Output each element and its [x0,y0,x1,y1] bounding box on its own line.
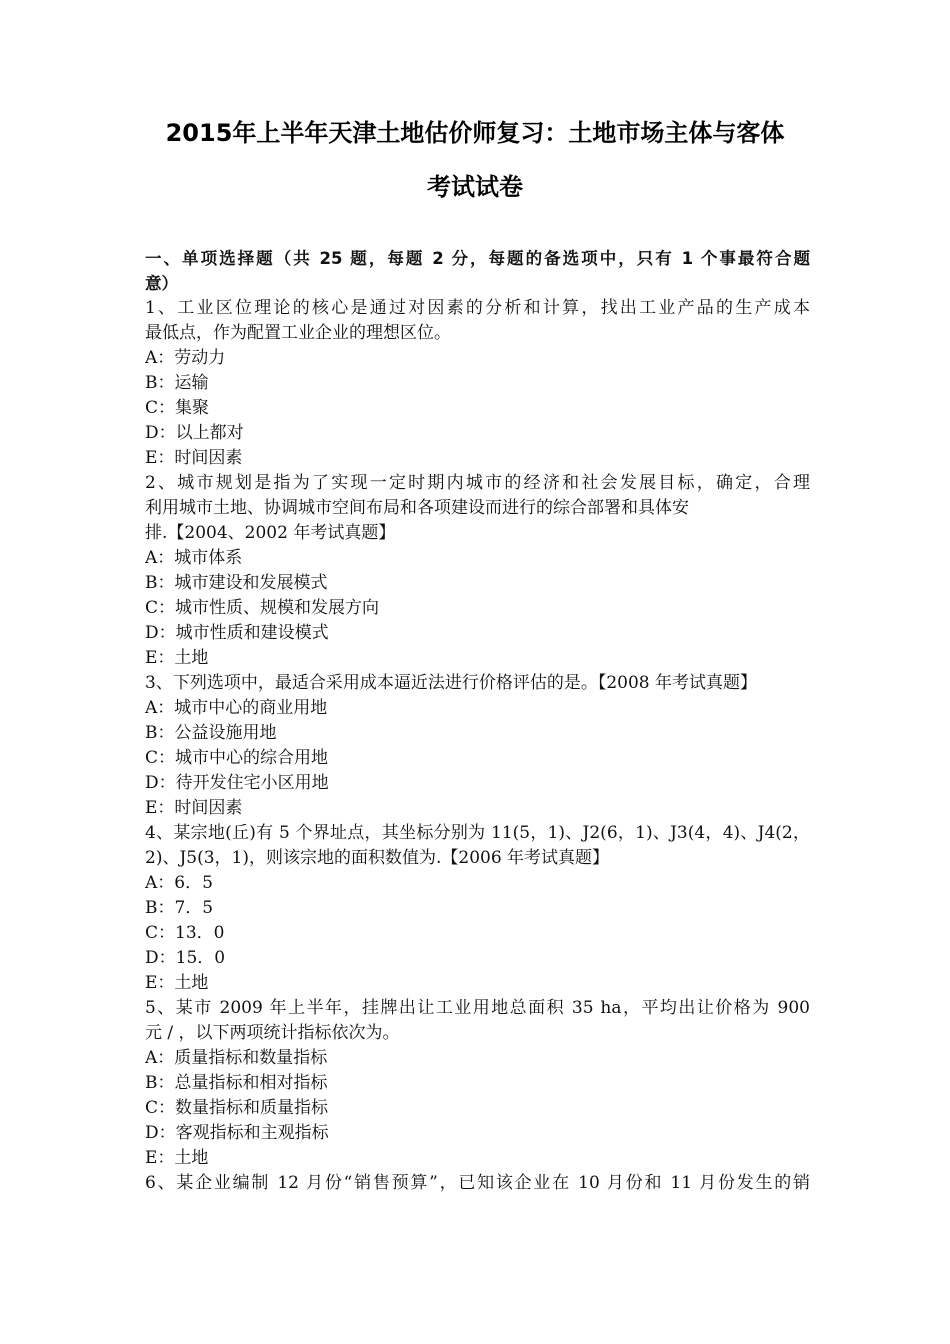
option-e: E：时间因素 [145,798,243,818]
option-a: A：城市中心的商业用地 [145,698,328,718]
document-title-line-1: 2015年上半年天津土地估价师复习：土地市场主体与客体 [165,119,785,147]
section-heading-line-2: 意） [145,274,178,293]
document-title-line-2: 考试试卷 [427,173,523,201]
option-d: D：以上都对 [145,423,244,443]
option-e: E：土地 [145,973,209,993]
option-b: B：公益设施用地 [145,723,277,743]
option-d: D：城市性质和建设模式 [145,623,329,643]
question-stem-line: 6、某企业编制 12 月份“销售预算”，已知该企业在 10 月份和 11 月份发生的销 [145,1173,810,1193]
question-stem-line: 排.【2004、2002 年考试真题】 [145,523,396,543]
question-5 [145,996,810,1171]
option-d: D：15．0 [145,948,226,968]
option-a: A：城市体系 [145,548,243,568]
option-b: B：总量指标和相对指标 [145,1073,328,1093]
question-stem-line: 1、工业区位理论的核心是通过对因素的分析和计算，找出工业产品的生产成本 [145,298,810,318]
question-3 [145,671,810,821]
question-stem-line: 4、某宗地(丘)有 5 个界址点，其坐标分别为 11(5，1)、J2(6，1)、J3(4，4)、J4(2， [145,823,810,843]
question-stem-line: 利用城市土地、协调城市空间布局和各项建设而进行的综合部署和具体安 [145,498,689,518]
option-a: A：质量指标和数量指标 [145,1048,328,1068]
option-c: C：城市性质、规模和发展方向 [145,598,380,618]
option-c: C：集聚 [145,398,210,418]
question-stem-line: 元 / ，以下两项统计指标依次为。 [145,1023,400,1043]
section-heading-line-1: 一、单项选择题（共 25 题，每题 2 分，每题的备选项中，只有 1 个事最符合题 [145,249,810,268]
option-d: D：客观指标和主观指标 [145,1123,329,1143]
option-e: E：时间因素 [145,448,243,468]
document-body [145,246,810,1196]
question-stem-line: 最低点，作为配置工业企业的理想区位。 [145,323,451,343]
option-a: A：6．5 [145,873,213,893]
question-stem-line: 2、城市规划是指为了实现一定时期内城市的经济和社会发展目标，确定，合理 [145,473,810,493]
question-stem-line: 2)、J5(3，1)，则该宗地的面积数值为.【2006 年考试真题】 [145,848,610,868]
question-6 [145,1171,810,1196]
option-a: A：劳动力 [145,348,226,368]
option-b: B：7．5 [145,898,214,918]
question-2 [145,471,810,671]
option-c: C：城市中心的综合用地 [145,748,329,768]
option-b: B：城市建设和发展模式 [145,573,328,593]
option-d: D：待开发住宅小区用地 [145,773,329,793]
option-e: E：土地 [145,1148,209,1168]
question-1 [145,296,810,471]
option-b: B：运输 [145,373,209,393]
question-stem-line: 5、某市 2009 年上半年，挂牌出让工业用地总面积 35 ha，平均出让价格为 900 [145,998,810,1018]
question-4 [145,821,810,996]
option-c: C：13．0 [145,923,225,943]
option-c: C：数量指标和质量指标 [145,1098,329,1118]
option-e: E：土地 [145,648,209,668]
question-stem-line: 3、下列选项中，最适合采用成本逼近法进行价格评估的是。【2008 年考试真题】 [145,673,757,693]
